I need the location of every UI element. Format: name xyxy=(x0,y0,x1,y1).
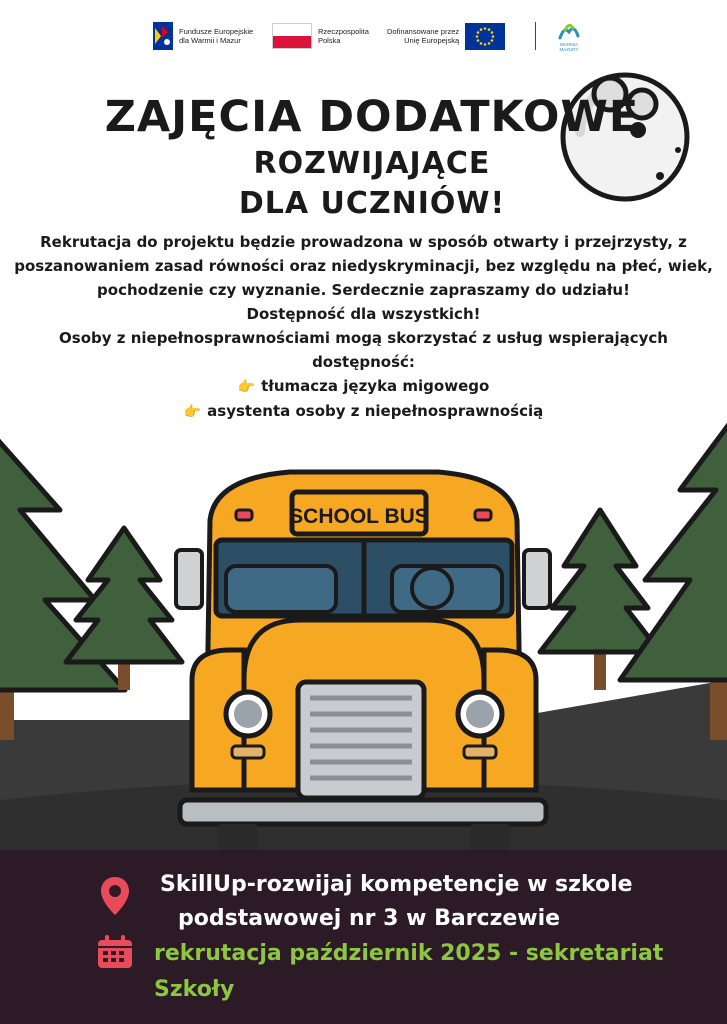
accessibility-text: Osoby z niepełnosprawnościami mogą skorzystać z usług wspierających dostępność: xyxy=(59,329,668,371)
eu-funds-icon xyxy=(153,22,173,50)
service-label: asystenta osoby z niepełnosprawnością xyxy=(207,402,544,420)
eu-funds-text: Fundusze Europejskie dla Warmii i Mazur xyxy=(179,27,254,45)
poland-text: Rzeczpospolita Polska xyxy=(318,27,369,45)
service-label: tłumacza języka migowego xyxy=(261,377,490,395)
school-bus xyxy=(176,472,550,860)
title-line-3: DLA UCZNIÓW! xyxy=(238,186,506,221)
eu-funds-logo xyxy=(153,14,253,58)
bus-scene-illustration xyxy=(0,380,727,880)
tree-right-large xyxy=(620,400,727,740)
warmia-mazury-logo xyxy=(556,14,582,58)
eu-flag-icon xyxy=(465,23,505,50)
accessibility-heading: Dostępność dla wszystkich! xyxy=(246,305,481,323)
title-line-2: ROZWIJAJĄCE xyxy=(253,146,491,181)
warmia-mazury-icon xyxy=(556,20,582,42)
pointing-hand-icon: 👉 xyxy=(183,404,202,420)
poland-logo xyxy=(272,14,369,58)
eu-logo xyxy=(387,14,505,58)
logo-strip xyxy=(0,14,727,58)
project-line-1: SkillUp-rozwijaj kompetencje w szkole xyxy=(160,872,633,897)
recruitment-line-2: Szkoły xyxy=(154,977,235,1002)
eu-text: Dofinansowane przez Unię Europejską xyxy=(387,27,460,45)
recruitment-paragraph: Rekrutacja do projektu będzie prowadzona w sposób otwarty i przejrzysty, z poszanowaniem zasad równości oraz niedyskryminacji, bez względu na płeć, wiek, pochodzenie czy wyznanie. Serdecznie zapraszamy do udziału! xyxy=(14,233,713,299)
pointing-hand-icon: 👉 xyxy=(237,379,256,395)
project-line-2: podstawowej nr 3 w Barczewie xyxy=(178,906,561,931)
project-info xyxy=(160,868,720,936)
calendar-icon xyxy=(96,934,134,970)
recruitment-info xyxy=(154,936,714,1008)
logo-separator xyxy=(535,22,536,50)
map-pin-icon xyxy=(99,875,131,917)
poland-flag-icon xyxy=(272,23,312,49)
title-line-1: ZAJĘCIA DODATKOWE xyxy=(104,92,640,142)
bus-sign-text: SCHOOL BUS xyxy=(289,505,429,528)
recruitment-line-1: rekrutacja październik 2025 - sekretariat xyxy=(154,941,664,966)
warmia-mazury-text: WARMIA MAZURY xyxy=(559,42,579,52)
